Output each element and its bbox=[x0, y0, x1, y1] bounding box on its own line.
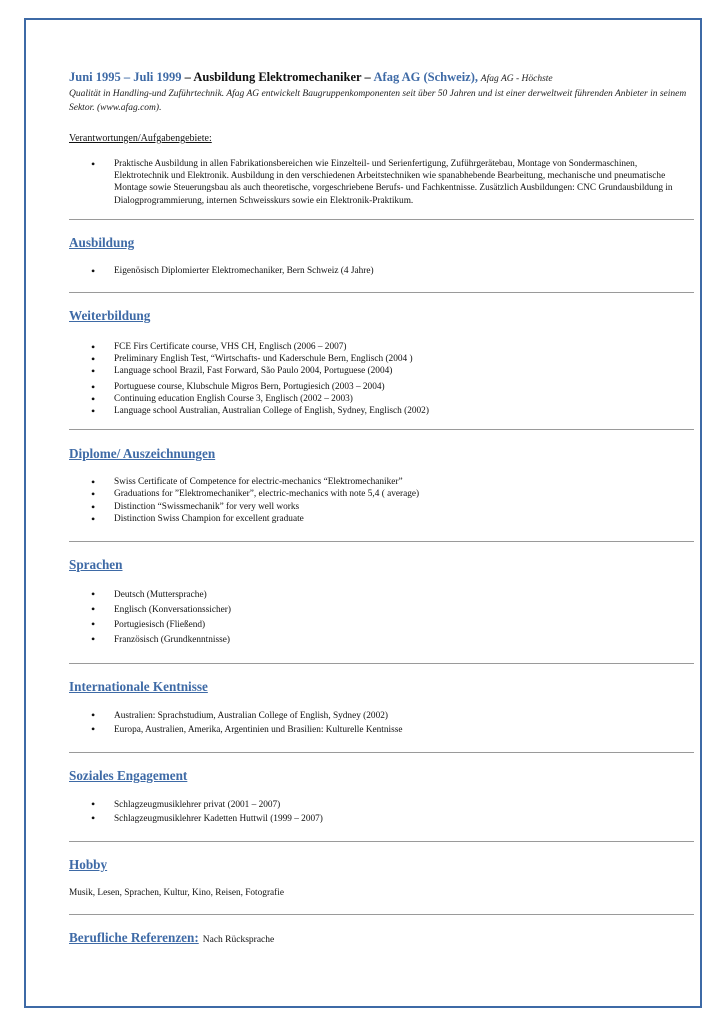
section-title: Diplome/ Auszeichnungen bbox=[69, 446, 216, 462]
section-title: Hobby bbox=[69, 857, 108, 873]
list-item: • Schlagzeugmusiklehrer Kadetten Huttwil (1999 – 2007) bbox=[69, 812, 694, 826]
job-company: Afag AG (Schweiz), bbox=[373, 70, 478, 84]
section-referenzen bbox=[69, 929, 694, 947]
responsibilities-label: Verantwortungen/Aufgabengebiete: bbox=[69, 133, 212, 144]
divider bbox=[69, 752, 694, 753]
section-international bbox=[69, 679, 694, 737]
section-title: Internationale Kentnisse bbox=[69, 679, 208, 695]
divider bbox=[69, 429, 694, 430]
list-item: • Praktische Ausbildung in allen Fabrikationsbereichen wie Einzelteil- und Serienfertigung, Zuführgerätebau, Montage von Sondermaschinen, Elektrotechnik und Elektronik. Ausbildung in den verschiedenen Arbeitstechniken wie spanabhebende Bearbeitung, mechanische und pneumatische Montage sowie Steuerungsbau als auch theoretische, vorgeschriebene Berufs- und Fachkentnisse. Zusätzlich Ausbildungen: CNC Grundausbildung in Dialogprogrammierung, internen Schweisskurs sowie ein Elektronik-Praktikum. bbox=[69, 158, 694, 207]
list-item: • Preliminary English Test, “Wirtschafts- und Kaderschule Bern, Englisch (2004 ) bbox=[69, 353, 694, 365]
sozial-list bbox=[69, 798, 694, 826]
sprachen-list bbox=[69, 588, 694, 648]
list-item: • Language school Brazil, Fast Forward, São Paulo 2004, Portuguese (2004) bbox=[69, 365, 694, 377]
section-title: Soziales Engagement bbox=[69, 768, 188, 784]
hobby-text: Musik, Lesen, Sprachen, Kultur, Kino, Reisen, Fotografie bbox=[69, 888, 284, 899]
list-item: • FCE Firs Certificate course, VHS CH, Englisch (2006 – 2007) bbox=[69, 341, 694, 353]
ausbildung-list bbox=[69, 265, 694, 277]
section-weiterbildung bbox=[69, 308, 694, 417]
referenzen-note: Nach Rücksprache bbox=[202, 935, 275, 946]
list-item: • Language school Australian, Australian College of English, Sydney, Englisch (2002) bbox=[69, 405, 694, 417]
section-ausbildung bbox=[69, 235, 694, 277]
list-item: • Graduations for ”Elektromechaniker”, electric-mechanics with note 5,4 ( average) bbox=[69, 488, 694, 500]
list-item: • Distinction “Swissmechanik” for very well works bbox=[69, 501, 694, 513]
section-title: Sprachen bbox=[69, 557, 123, 573]
list-item: • Englisch (Konversationssicher) bbox=[69, 603, 694, 618]
list-item: • Portugiesisch (Fließend) bbox=[69, 618, 694, 633]
list-item: • Französisch (Grundkenntnisse) bbox=[69, 633, 694, 648]
divider bbox=[69, 219, 694, 220]
cv-content bbox=[69, 70, 694, 947]
divider bbox=[69, 841, 694, 842]
divider bbox=[69, 292, 694, 293]
section-sprachen bbox=[69, 557, 694, 648]
responsibilities-list bbox=[69, 158, 694, 207]
list-item: • Portuguese course, Klubschule Migros Bern, Portugiesich (2003 – 2004) bbox=[69, 381, 694, 393]
divider bbox=[69, 663, 694, 664]
section-title: Weiterbildung bbox=[69, 308, 151, 324]
list-item: • Distinction Swiss Champion for excellent graduate bbox=[69, 513, 694, 525]
list-item: • Swiss Certificate of Competence for electric-mechanics “Elektromechaniker” bbox=[69, 476, 694, 488]
list-item: • Continuing education English Course 3, Englisch (2002 – 2003) bbox=[69, 393, 694, 405]
job-header bbox=[69, 70, 694, 87]
job-dash: – bbox=[181, 70, 194, 84]
job-title: Ausbildung Elektromechaniker – bbox=[193, 70, 371, 84]
divider bbox=[69, 541, 694, 542]
list-item: • Australien: Sprachstudium, Australian College of English, Sydney (2002) bbox=[69, 709, 694, 723]
section-diplome bbox=[69, 446, 694, 525]
job-desc-start: Afag AG - Höchste bbox=[480, 74, 553, 84]
job-description: Qualität in Handling-und Zuführtechnik. Afag AG entwickelt Baugruppenkomponenten seit über 50 Jahren und ist einer derweltweit führenden Anbieter in seinem Sektor. (www.afag.com). bbox=[69, 89, 687, 113]
list-item: • Schlagzeugmusiklehrer privat (2001 – 2007) bbox=[69, 798, 694, 812]
diplome-list bbox=[69, 476, 694, 525]
list-item: • Europa, Australien, Amerika, Argentinien und Brasilien: Kulturelle Kentnisse bbox=[69, 723, 694, 737]
section-title: Berufliche Referenzen: bbox=[69, 930, 199, 946]
section-title: Ausbildung bbox=[69, 234, 135, 250]
list-item: • Deutsch (Muttersprache) bbox=[69, 588, 694, 603]
job-entry bbox=[69, 70, 694, 207]
section-hobby bbox=[69, 857, 694, 899]
divider bbox=[69, 914, 694, 915]
section-sozial bbox=[69, 768, 694, 826]
list-item: • Eigenösisch Diplomierter Elektromechaniker, Bern Schweiz (4 Jahre) bbox=[69, 265, 694, 277]
weiterbildung-list bbox=[69, 341, 694, 417]
job-date: Juni 1995 – Juli 1999 bbox=[69, 70, 182, 84]
international-list bbox=[69, 709, 694, 737]
